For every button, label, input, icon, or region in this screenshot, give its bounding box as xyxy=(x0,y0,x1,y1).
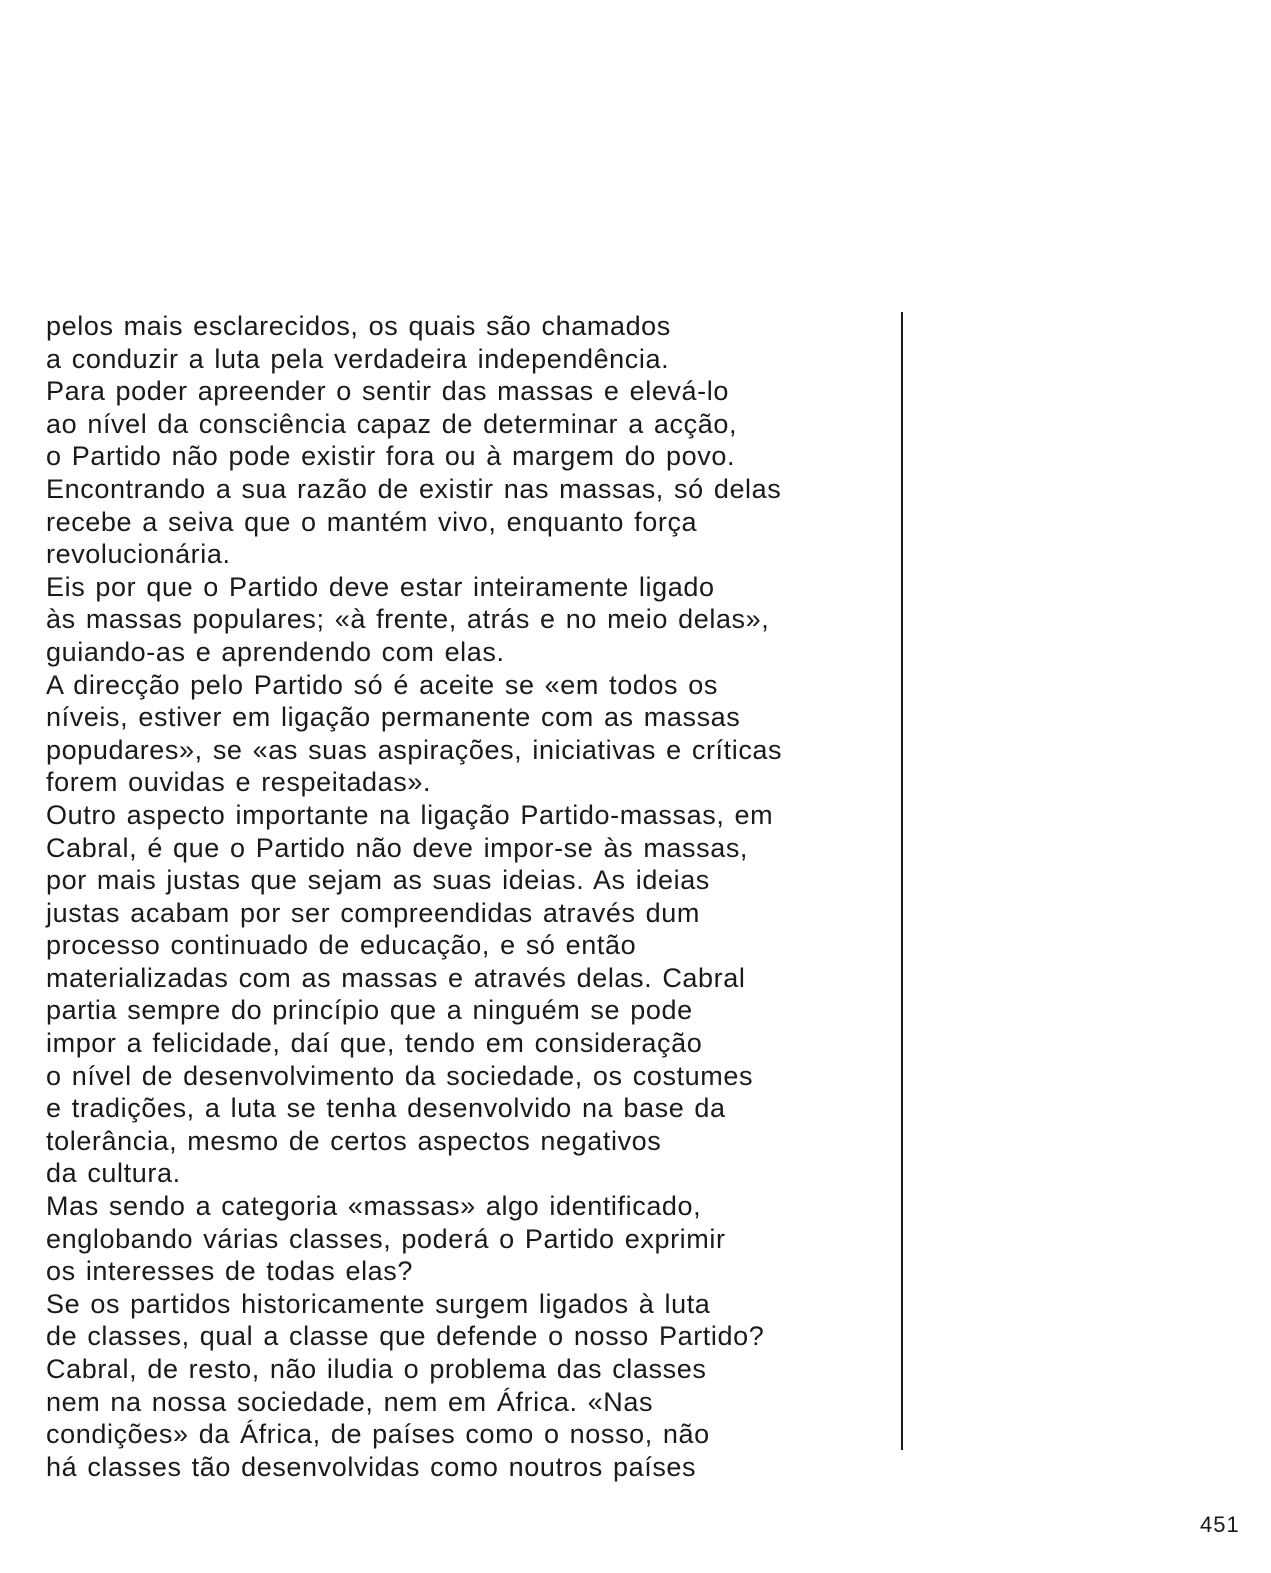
text-line: de classes, qual a classe que defende o nosso Partido? xyxy=(46,1321,765,1352)
text-line: processo continuado de educação, e só então xyxy=(46,930,637,961)
text-line: tolerância, mesmo de certos aspectos negativos xyxy=(46,1125,662,1156)
text-line: nem na nossa sociedade, nem em África. «Nas xyxy=(46,1386,654,1417)
text-line: às massas populares; «à frente, atrás e no meio delas», xyxy=(46,604,770,635)
text-line: justas acabam por ser compreendidas através dum xyxy=(46,897,701,928)
text-line: englobando várias classes, poderá o Partido exprimir xyxy=(46,1223,726,1254)
text-line: Eis por que o Partido deve estar inteiramente ligado xyxy=(46,571,715,602)
text-line: Encontrando a sua razão de existir nas massas, só delas xyxy=(46,473,782,504)
text-line: o nível de desenvolvimento da sociedade, os costumes xyxy=(46,1060,754,1091)
text-line: a conduzir a luta pela verdadeira independência. xyxy=(46,343,670,374)
text-line: Cabral, é que o Partido não deve impor-se às massas, xyxy=(46,832,749,863)
text-line: guiando-as e aprendendo com elas. xyxy=(46,636,505,667)
text-line: Para poder apreender o sentir das massas e elevá-lo xyxy=(46,376,729,407)
text-line: partia sempre do princípio que a ninguém se pode xyxy=(46,995,693,1026)
text-line: por mais justas que sejam as suas ideias. As ideias xyxy=(46,865,710,896)
text-line: condições» da África, de países como o nosso, não xyxy=(46,1419,710,1450)
text-line: os interesses de todas elas? xyxy=(46,1256,414,1287)
text-line: forem ouvidas e respeitadas». xyxy=(46,767,432,798)
margin-rule xyxy=(901,312,903,1450)
text-line: Mas sendo a categoria «massas» algo identificado, xyxy=(46,1191,702,1222)
text-line: e tradições, a luta se tenha desenvolvido na base da xyxy=(46,1093,726,1124)
text-line: o Partido não pode existir fora ou à margem do povo. xyxy=(46,441,736,472)
text-line: materializadas com as massas e através delas. Cabral xyxy=(46,962,746,993)
text-line: Outro aspecto importante na ligação Partido-massas, em xyxy=(46,799,774,830)
text-line: impor a felicidade, daí que, tendo em consideração xyxy=(46,1028,703,1059)
text-line: Cabral, de resto, não iludia o problema das classes xyxy=(46,1354,707,1384)
text-line: Se os partidos historicamente surgem ligados à luta xyxy=(46,1288,711,1319)
body-text xyxy=(46,310,896,1483)
text-line: níveis, estiver em ligação permanente com as massas xyxy=(46,702,741,733)
text-line: há classes tão desenvolvidas como noutros países xyxy=(46,1451,697,1482)
text-line: A direcção pelo Partido só é aceite se «em todos os xyxy=(46,669,718,700)
text-line: revolucionária. xyxy=(46,539,231,570)
page-number: 451 xyxy=(1200,1512,1240,1537)
text-line: pelos mais esclarecidos, os quais são chamados xyxy=(46,311,671,341)
text-line: ao nível da consciência capaz de determinar a acção, xyxy=(46,408,738,439)
text-line: popudares», se «as suas aspirações, iniciativas e críticas xyxy=(46,734,783,765)
text-line: recebe a seiva que o mantém vivo, enquanto força xyxy=(46,506,698,537)
text-line: da cultura. xyxy=(46,1158,181,1189)
